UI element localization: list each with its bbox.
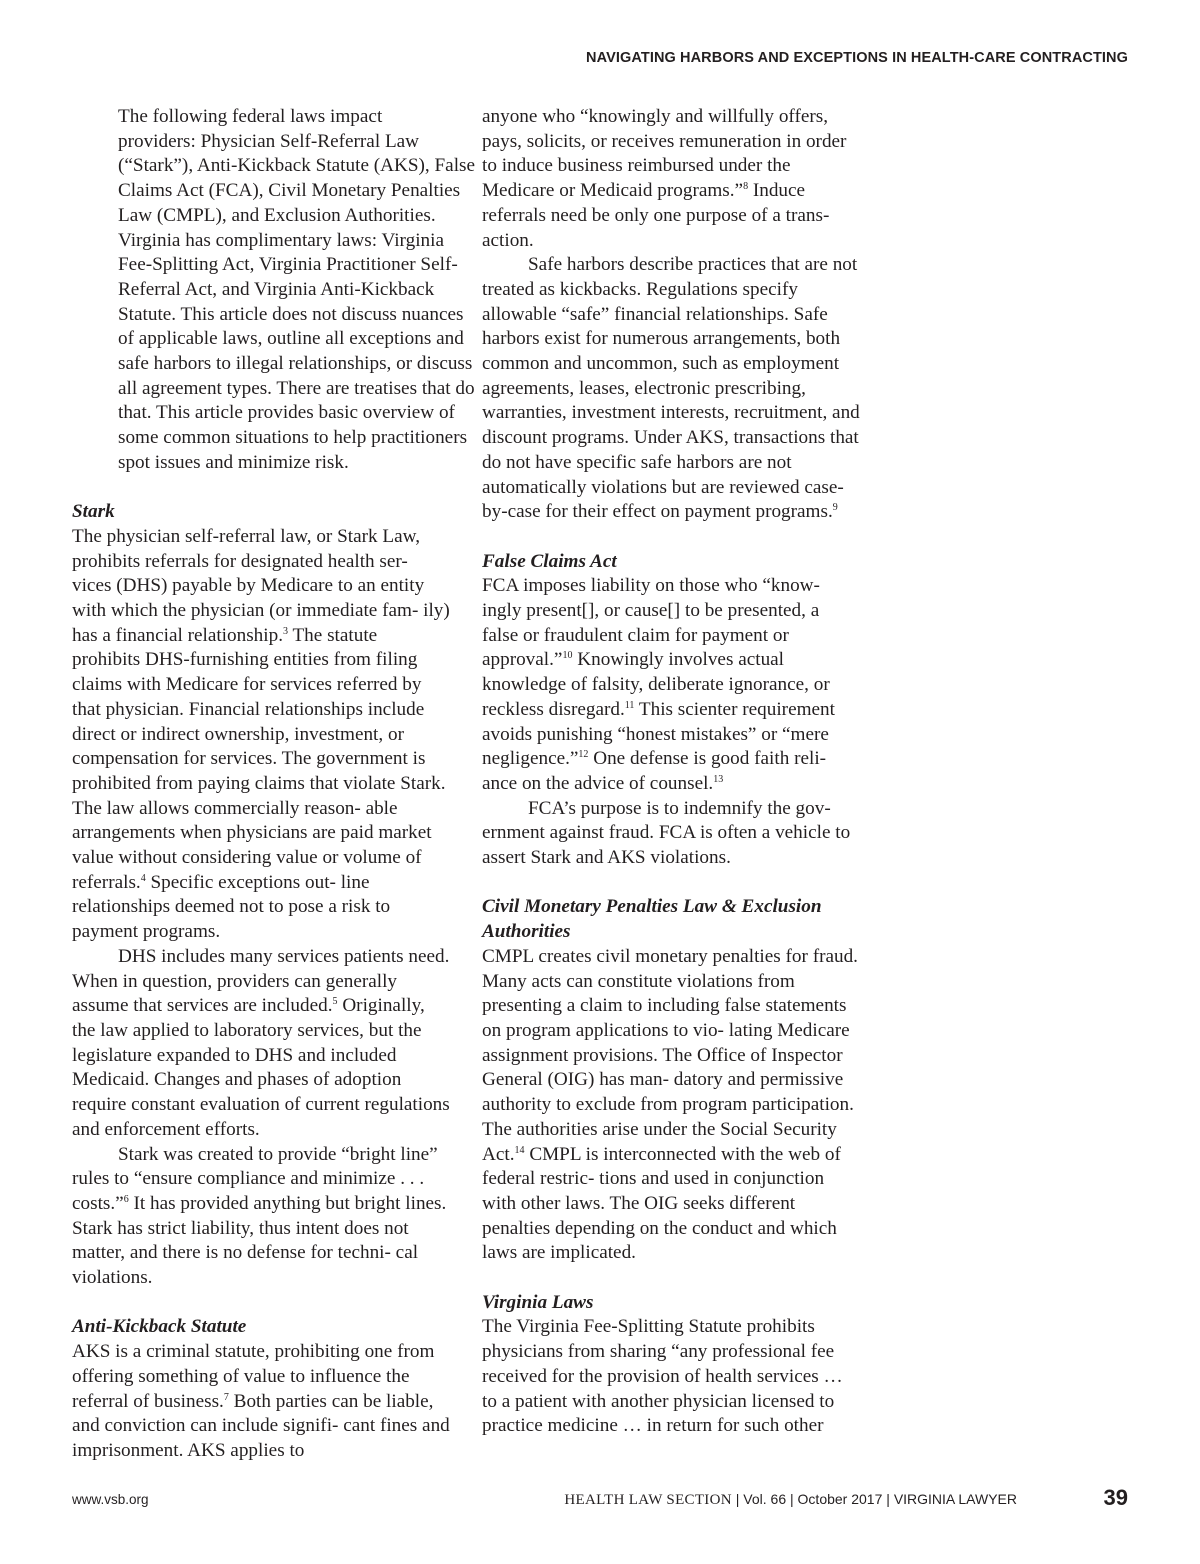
footer-section-name: HEALTH LAW SECTION [564, 1492, 732, 1508]
stark-paragraph-2 [72, 945, 450, 1143]
footnote-ref: 5 [332, 996, 338, 1008]
footnote-ref: 9 [832, 502, 838, 514]
text-line: safe harbors to illegal relationships, or discuss [118, 353, 473, 375]
footnote-ref: 13 [713, 773, 724, 785]
aks-paragraph-1 [72, 1340, 450, 1464]
fca-paragraph-2: FCA’s purpose is to indemnify the gov- ernment against fraud. FCA is often a vehicle to assert Stark and AKS violations. [482, 797, 851, 869]
text: CMPL creates civil monetary penalties for fraud. Many acts can constitute violations from presenting a claim to including false statements on program applications to vio- lating Medicare assignment provisions. The Office of Inspector General (OIG) has man- datory and permissive authority to exclude from program participation. The authorities arise under the Social Security Act. [482, 945, 858, 1165]
text: FCA imposes liability on those who “know- ingly present[], or cause[] to be presented, a false or fraudulent claim for payment or approval.” [482, 575, 820, 671]
text: CMPL is interconnected with the web of federal restric- tions and used in conjunction with other laws. The OIG seeks different penalties depending on the conduct and which laws are implicated. [482, 1143, 841, 1264]
footnote-ref: 6 [123, 1193, 129, 1205]
cmpl-paragraph-1 [482, 945, 860, 1266]
text: The statute prohibits DHS-furnishing entities from filing claims with Medicare for services referred by that physician. Financial relationships include direct or indirect ownership, investment, or compensation for services. The government is prohibited from paying claims that violate Stark. The law allows commercially reason- able arrangements when physicians are paid market value without considering value or volume of referrals. [72, 624, 446, 893]
text: It has provided anything but bright lines. Stark has strict liability, thus intent does not matter, and there is no defense for techni- cal violations. [72, 1192, 447, 1289]
text: Originally, the law applied to laboratory services, but the legislature expanded to DHS and included Medicaid. Changes and phases of adoption require constant evaluation of current regulations and enforcement efforts. [72, 995, 450, 1140]
footer-volume: Vol. 66 [743, 1491, 787, 1507]
footnote-ref: 4 [140, 872, 146, 884]
text-line: providers: Physician Self-Referral Law [118, 130, 420, 152]
text-line: (“Stark”), Anti-Kickback Statute (AKS), False [118, 155, 476, 177]
intro-paragraph [72, 105, 476, 476]
footer-publication: VIRGINIA LAWYER [893, 1491, 1017, 1507]
footer-separator: | [786, 1491, 798, 1507]
safe-harbor-paragraph [482, 253, 860, 525]
text-line: spot issues and minimize risk. [118, 451, 349, 473]
footnote-ref: 11 [624, 699, 635, 711]
footnote-ref: 10 [562, 650, 573, 662]
text: Specific exceptions out- line relationships deemed not to pose a risk to payment programs. [72, 871, 391, 943]
footer-separator: | [731, 1491, 744, 1507]
footnote-ref: 3 [283, 625, 288, 637]
text: Safe harbors describe practices that are not treated as kickbacks. Regulations specify allowable “safe” financial relationships. Safe harbors exist for numerous arrangements, both common and uncommon, such as employment agreements, leases, electronic prescribing, warranties, investment interests, recruitment, and discount programs. Under AKS, transactions that do not have specific safe harbors are not automatically violations but are reviewed case-by-case for their effect on payment programs. [482, 254, 860, 523]
text-line: all agreement types. There are treatises that do [118, 377, 475, 399]
text: Stark was created to provide “bright line” rules to “ensure compliance and minimize . . . costs.” [72, 1143, 438, 1214]
text-line: Law (CMPL), and Exclusion Authorities. [118, 204, 436, 226]
virginia-paragraph-1: The Virginia Fee-Splitting Statute prohibits physicians from sharing “any professional fee received for the provision of health services … to a patient with another physician licensed to practice medicine … in return for such other [482, 1316, 843, 1437]
text-line: Fee-Splitting Act, Virginia Practitioner Self- [118, 254, 458, 276]
text-line: Virginia has complimentary laws: Virginia [118, 229, 444, 251]
text-line: of applicable laws, outline all exceptions and [118, 328, 464, 350]
section-heading-virginia-laws: Virginia Laws [482, 1291, 594, 1313]
left-column [72, 105, 476, 1464]
text: Knowingly involves actual knowledge of falsity, deliberate ignorance, or reckless disregard. [482, 649, 830, 720]
page-number: 39 [1103, 1485, 1128, 1510]
footer-date: October 2017 [797, 1491, 883, 1507]
aks-continued-paragraph [482, 105, 860, 253]
text-line: Referral Act, and Virginia Anti-Kickback [118, 278, 435, 300]
footnote-ref: 14 [514, 1144, 525, 1156]
stark-paragraph-3 [72, 1143, 450, 1291]
text-line: Statute. This article does not discuss nuances [118, 303, 464, 325]
footer-publication-info [564, 1491, 1017, 1509]
running-header-title: NAVIGATING HARBORS AND EXCEPTIONS IN HEALTH-CARE CONTRACTING [586, 50, 1128, 66]
text: DHS includes many services patients need. When in question, providers can generally assume that services are included. [72, 945, 450, 1017]
text-line: some common situations to help practitioners [118, 427, 468, 449]
text: Both parties can be liable, and conviction can include signifi- cant fines and imprisonment. AKS applies to [72, 1390, 450, 1461]
footer-website-link[interactable]: www.vsb.org [72, 1492, 149, 1507]
text: Induce referrals need be only one purpose of a trans- action. [482, 180, 830, 251]
footnote-ref: 8 [743, 181, 749, 193]
section-heading-aks: Anti-Kickback Statute [72, 1316, 247, 1338]
stark-paragraph-1 [72, 525, 450, 945]
section-heading-cmpl: Civil Monetary Penalties Law & Exclusion Authorities [482, 896, 822, 943]
text-line: Claims Act (FCA), Civil Monetary Penalties [118, 180, 461, 202]
text: AKS is a criminal statute, prohibiting one from offering something of value to influence the referral of business. [72, 1341, 435, 1412]
section-heading-stark: Stark [72, 501, 115, 523]
text: The physician self-referral law, or Stark Law, prohibits referrals for designated health ser- vices (DHS) payable by Medicare to an entity with which the physician (or immediate fam- ily) has a financial relationship. [72, 525, 450, 646]
text-line: that. This article provides basic overview of [118, 402, 455, 424]
text: One defense is good faith reli- ance on the advice of counsel. [482, 748, 827, 794]
fca-paragraph-1 [482, 574, 860, 796]
right-column [482, 105, 860, 1439]
text: This scienter requirement avoids punishing “honest mistakes” or “mere negligence.” [482, 698, 835, 770]
text: anyone who “knowingly and willfully offers, pays, solicits, or receives remuneration in order to induce business reimbursed under the Medicare or Medicaid programs.” [482, 106, 847, 202]
footer-separator: | [882, 1491, 894, 1507]
text-line: The following federal laws impact [118, 106, 383, 127]
footnote-ref: 7 [223, 1391, 229, 1403]
footnote-ref: 12 [578, 749, 589, 761]
section-heading-fca: False Claims Act [482, 550, 617, 572]
